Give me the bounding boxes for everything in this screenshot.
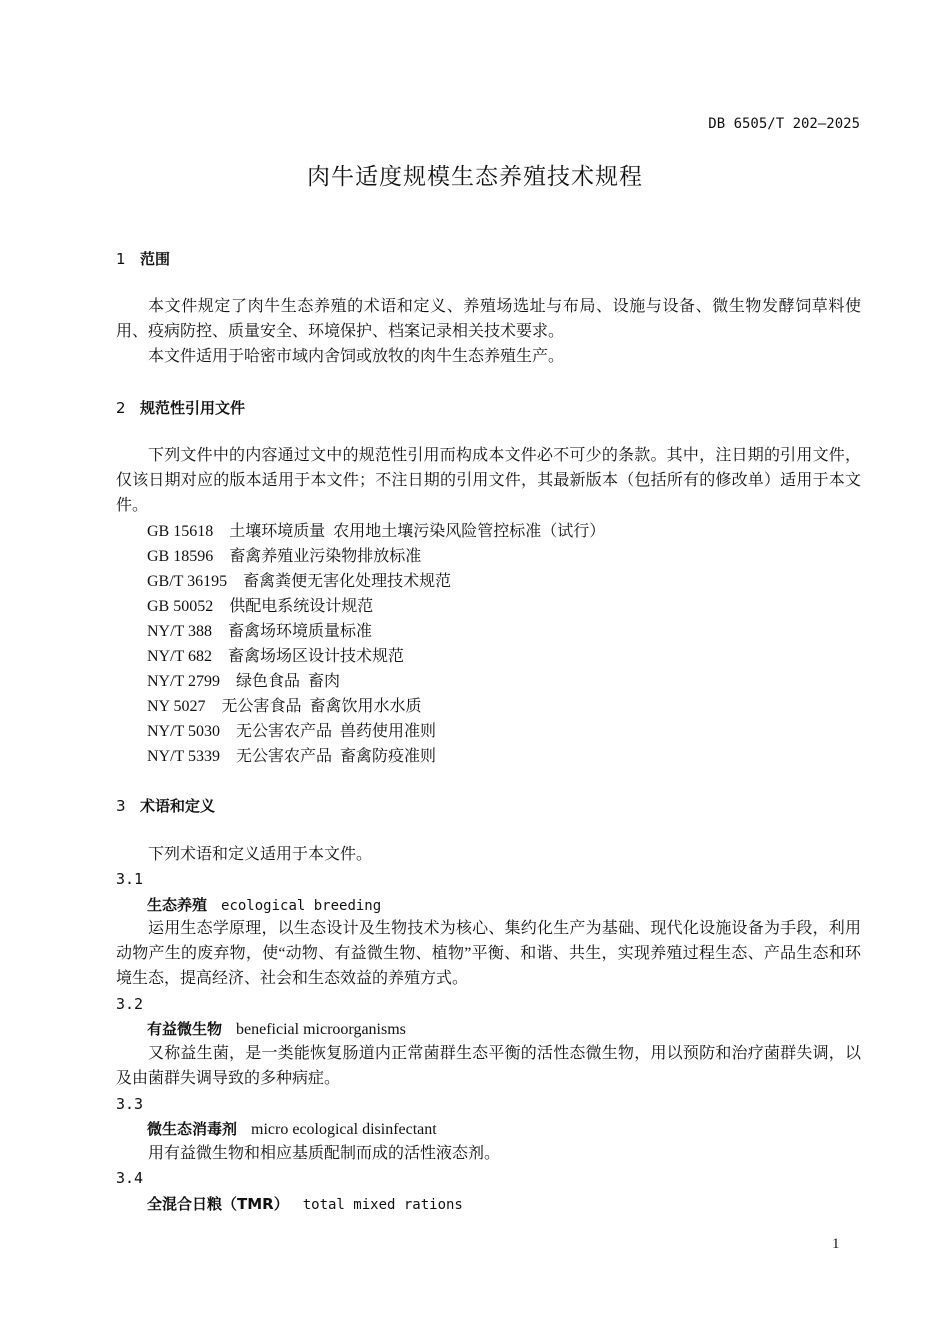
reference-title: 畜禽场环境质量标准	[228, 623, 373, 640]
term-heading	[147, 894, 381, 915]
reference-code: GB/T 36195	[147, 573, 228, 590]
term-heading	[147, 1118, 437, 1139]
reference-title: 绿色食品 畜肉	[236, 673, 341, 690]
section-heading-terms-definitions	[116, 795, 215, 816]
reference-item	[147, 618, 372, 641]
section-number: 2	[116, 399, 126, 417]
term-number: 3.2	[116, 995, 144, 1013]
section-number: 3	[116, 797, 126, 815]
reference-item	[147, 693, 422, 716]
standard-code: DB 6505/T 202—2025	[708, 116, 860, 132]
term-en: micro ecological disinfectant	[251, 1121, 437, 1138]
paragraph: 本文件规定了肉牛生态养殖的术语和定义、养殖场选址与布局、设施与设备、微生物发酵饲草料使用、疫病防控、质量安全、环境保护、档案记录相关技术要求。	[116, 298, 861, 340]
reference-item	[147, 518, 605, 541]
section-heading-scope	[116, 248, 170, 269]
reference-code: NY/T 5339	[147, 748, 221, 765]
term-en: total mixed rations	[302, 1197, 463, 1213]
term-heading	[147, 1193, 463, 1214]
reference-title: 畜禽粪便无害化处理技术规范	[243, 573, 452, 590]
reference-code: GB 50052	[147, 598, 214, 615]
reference-code: GB 15618	[147, 523, 214, 540]
reference-code: GB 18596	[147, 548, 214, 565]
paragraph: 下列术语和定义适用于本文件。	[148, 846, 373, 863]
term-zh: 微生态消毒剂	[147, 1120, 238, 1138]
term-definition: 运用生态学原理，以生态设计及生物技术为核心、集约化生产为基础、现代化设施设备为手段，利用动物产生的废弃物，使“动物、有益微生物、植物”平衡、和谐、共生，实现养殖过程生态、产品生态和环境生态，提高经济、社会和生态效益的养殖方式。	[116, 920, 861, 987]
term-zh: 有益微生物	[147, 1020, 223, 1038]
reference-title: 畜禽养殖业污染物排放标准	[229, 548, 422, 565]
reference-item	[147, 668, 340, 691]
term-number: 3.1	[116, 870, 144, 888]
reference-item	[147, 568, 451, 591]
term-en: ecological breeding	[221, 898, 382, 914]
reference-item	[147, 718, 436, 741]
reference-code: NY/T 2799	[147, 673, 221, 690]
section-heading-normative-references	[116, 397, 245, 418]
term-definition: 又称益生菌，是一类能恢复肠道内正常菌群生态平衡的活性态微生物，用以预防和治疗菌群失调，以及由菌群失调导致的多种病症。	[116, 1045, 861, 1087]
term-number: 3.3	[116, 1095, 144, 1113]
term-en: beneficial microorganisms	[236, 1021, 406, 1038]
reference-item	[147, 593, 373, 616]
term-number: 3.4	[116, 1169, 144, 1187]
reference-title: 土壤环境质量 农用地土壤污染风险管控标准（试行）	[229, 523, 606, 540]
paragraph: 下列文件中的内容通过文中的规范性引用而构成本文件必不可少的条款。其中，注日期的引用文件，仅该日期对应的版本适用于本文件；不注日期的引用文件，其最新版本（包括所有的修改单）适用于本文件。	[116, 447, 861, 514]
reference-title: 无公害农产品 畜禽防疫准则	[236, 748, 437, 765]
reference-item	[147, 543, 421, 566]
section-number: 1	[116, 250, 126, 268]
term-zh: 生态养殖	[147, 896, 208, 914]
reference-code: NY 5027	[147, 698, 206, 715]
reference-title: 畜禽场场区设计技术规范	[228, 648, 405, 665]
term-zh: 全混合日粮（TMR）	[147, 1195, 289, 1213]
paragraph: 本文件适用于哈密市域内舍饲或放牧的肉牛生态养殖生产。	[148, 348, 565, 365]
reference-code: NY/T 5030	[147, 723, 221, 740]
reference-item	[147, 743, 436, 766]
term-heading	[147, 1018, 406, 1039]
reference-title: 供配电系统设计规范	[229, 598, 374, 615]
reference-item	[147, 643, 404, 666]
document-title: 肉牛适度规模生态养殖技术规程	[307, 164, 643, 190]
section-title: 范围	[140, 250, 171, 268]
section-title: 术语和定义	[140, 797, 216, 815]
reference-code: NY/T 682	[147, 648, 213, 665]
term-definition: 用有益微生物和相应基质配制而成的活性液态剂。	[148, 1145, 501, 1162]
section-title: 规范性引用文件	[140, 399, 246, 417]
page-number: 1	[832, 1236, 840, 1252]
reference-title: 无公害农产品 兽药使用准则	[236, 723, 437, 740]
reference-title: 无公害食品 畜禽饮用水水质	[221, 698, 422, 715]
reference-code: NY/T 388	[147, 623, 213, 640]
